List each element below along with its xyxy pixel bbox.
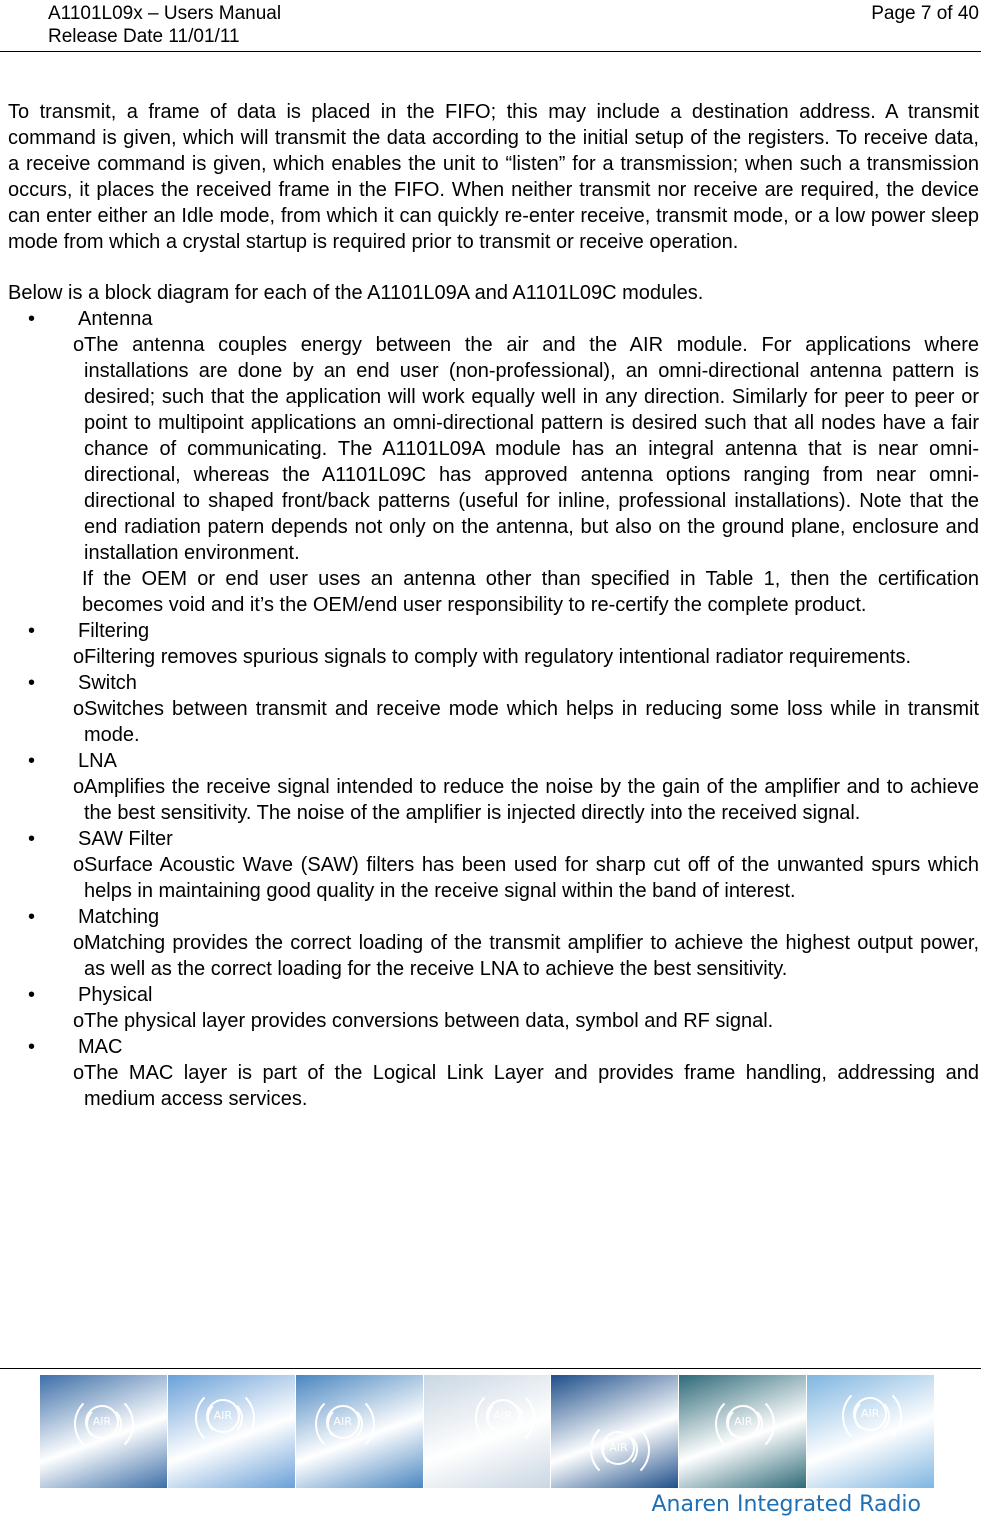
sub-item	[8, 1060, 979, 1112]
sub-list	[8, 852, 979, 904]
air-logo-icon: AIR	[853, 1397, 887, 1431]
sub-item	[8, 930, 979, 982]
radio-wave-icon	[74, 1394, 134, 1454]
sub-bullet: o	[73, 334, 85, 356]
list-item	[8, 1034, 979, 1060]
sub-bullet: o	[73, 1062, 85, 1084]
radio-wave-icon	[715, 1394, 775, 1454]
item-desc: Amplifies the receive signal intended to reduce the noise by the gain of the amplifier and to achieve the best sensitivity. The noise of the amplifier is injected directly into the received signal.	[84, 776, 979, 824]
lead-paragraph: Below is a block diagram for each of the A1101L09A and A1101L09C modules.	[8, 282, 704, 304]
list-item	[8, 306, 979, 332]
air-logo-icon: AIR	[85, 1405, 119, 1439]
sub-bullet: o	[73, 776, 85, 798]
sub-bullet: o	[73, 1010, 85, 1032]
document-body	[8, 99, 979, 1112]
bullet: •	[28, 620, 36, 642]
sub-bullet: o	[73, 854, 85, 876]
sub-item	[8, 1008, 979, 1034]
sub-list	[8, 1060, 979, 1112]
item-title: LNA	[78, 750, 117, 772]
item-desc: Matching provides the correct loading of the transmit amplifier to achieve the highest output power, as well as the correct loading for the receive LNA to achieve the best sensitivity.	[84, 932, 979, 980]
sub-item	[8, 644, 979, 670]
banner-tile	[296, 1375, 423, 1488]
sub-item	[8, 852, 979, 904]
banner-tile	[551, 1375, 678, 1488]
list-item	[8, 904, 979, 930]
radio-wave-icon	[842, 1386, 902, 1446]
radio-wave-icon	[590, 1420, 650, 1480]
footer-divider	[0, 1368, 981, 1369]
item-title: Filtering	[78, 620, 150, 642]
air-logo-icon: AIR	[726, 1405, 760, 1439]
bullet: •	[28, 984, 36, 1006]
bullet: •	[28, 906, 36, 928]
header-divider	[0, 51, 981, 52]
paragraph-gap	[8, 255, 979, 280]
item-title: Matching	[78, 906, 160, 928]
component-list	[8, 306, 979, 1112]
sub-list	[8, 696, 979, 748]
bullet: •	[28, 672, 36, 694]
list-item	[8, 826, 979, 852]
banner-tile	[168, 1375, 295, 1488]
banner-tile	[679, 1375, 806, 1488]
header-left	[48, 2, 281, 48]
intro-paragraph: To transmit, a frame of data is placed in the FIFO; this may include a destination address. A transmit command is given, which will transmit the data according to the initial setup of the registers. To receive data, a receive command is given, which enables the unit to “listen” for a transmission; when such a transmission occurs, it places the received frame in the FIFO. When neither transmit nor receive are required, the device can enter either an Idle mode, from which it can quickly re-enter receive, transmit mode, or a low power sleep mode from which a crystal startup is required prior to transmit or receive operation.	[8, 101, 979, 253]
bullet: •	[28, 828, 36, 850]
item-desc: The MAC layer is part of the Logical Link Layer and provides frame handling, addressing and medium access services.	[84, 1062, 979, 1110]
bullet: •	[28, 750, 36, 772]
item-desc: Switches between transmit and receive mode which helps in reducing some loss while in transmit mode.	[84, 698, 979, 746]
list-item	[8, 982, 979, 1008]
footer-banner	[40, 1375, 935, 1488]
item-desc: Surface Acoustic Wave (SAW) filters has been used for sharp cut off of the unwanted spurs which helps in maintaining good quality in the receive signal within the band of interest.	[84, 854, 979, 902]
sub-list	[8, 1008, 979, 1034]
banner-tile	[807, 1375, 934, 1488]
air-logo-icon: AIR	[601, 1431, 635, 1465]
air-logo-icon: AIR	[326, 1405, 360, 1439]
item-title: Switch	[78, 672, 137, 694]
item-title: SAW Filter	[78, 828, 173, 850]
sub-list	[8, 930, 979, 982]
brand-logo: Anaren Integrated Radio	[651, 1492, 921, 1517]
sub-list	[8, 644, 979, 670]
radio-wave-icon	[475, 1388, 535, 1448]
list-item	[8, 618, 979, 644]
radio-wave-icon	[195, 1388, 255, 1448]
sub-item	[8, 332, 979, 566]
sub-list	[8, 332, 979, 618]
list-item	[8, 670, 979, 696]
item-desc: The physical layer provides conversions between data, symbol and RF signal.	[84, 1010, 774, 1032]
bullet: •	[28, 1036, 36, 1058]
list-item	[8, 748, 979, 774]
sub-bullet: o	[73, 698, 85, 720]
item-desc: Filtering removes spurious signals to comply with regulatory intentional radiator requirements.	[84, 646, 912, 668]
sub-item	[8, 696, 979, 748]
sub-list	[8, 774, 979, 826]
item-title: Antenna	[78, 308, 153, 330]
banner-tile	[424, 1375, 551, 1488]
air-logo-icon: AIR	[486, 1399, 520, 1433]
bullet: •	[28, 308, 36, 330]
release-date: Release Date 11/01/11	[48, 26, 240, 47]
sub-bullet: o	[73, 932, 85, 954]
sub-bullet: o	[73, 646, 85, 668]
antenna-note: If the OEM or end user uses an antenna other than specified in Table 1, then the certification becomes void and it’s the OEM/end user responsibility to re-certify the complete product.	[82, 568, 979, 616]
item-desc: The antenna couples energy between the air and the AIR module. For applications where installations are done by an end user (non-professional), an omni-directional antenna pattern is desired; such that the application will work equally well in any direction. Similarly for peer to peer or point to multipoint applications an omni-directional pattern is desired such that all nodes have a fair chance of communicating. The A1101L09A module has an integral antenna that is near omni-directional, whereas the A1101L09C has approved antenna options ranging from near omni-directional to shaped front/back patterns (useful for inline, professional installations). Note that the end radiation patern depends not only on the antenna, but also on the ground plane, enclosure and installation environment.	[84, 334, 979, 564]
banner-tile	[40, 1375, 167, 1488]
item-title: Physical	[78, 984, 153, 1006]
manual-title: A1101L09x – Users Manual	[48, 3, 282, 24]
air-logo-icon: AIR	[206, 1399, 240, 1433]
radio-wave-icon	[315, 1394, 375, 1454]
page-number: Page 7 of 40	[871, 3, 979, 24]
item-title: MAC	[78, 1036, 123, 1058]
page-header	[0, 0, 981, 52]
sub-item	[8, 774, 979, 826]
